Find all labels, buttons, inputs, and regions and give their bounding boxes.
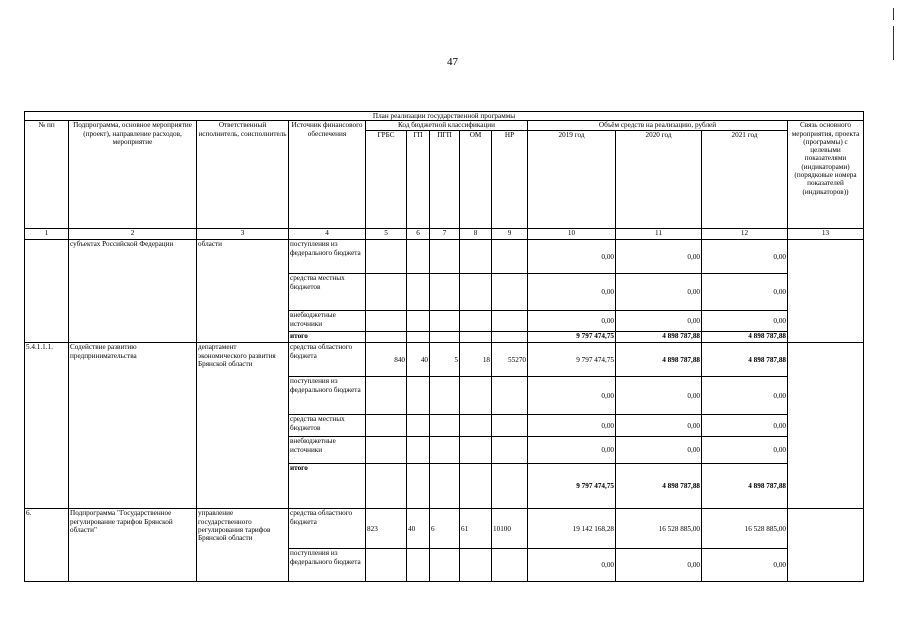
- value-2021: 0,00: [702, 311, 788, 332]
- col-number: 6: [407, 229, 430, 240]
- col-number: 7: [430, 229, 460, 240]
- col-number: 5: [366, 229, 407, 240]
- header-2021: 2021 год: [702, 131, 788, 229]
- table-title-row: [25, 112, 864, 121]
- value-2020: 0,00: [616, 274, 702, 311]
- row-name: Подпрограмма "Государственное регулирование тарифов Брянской области": [69, 509, 197, 582]
- code-np: 55270: [492, 343, 528, 377]
- value-2020: 0,00: [616, 549, 702, 582]
- code-grbs: 840: [366, 343, 407, 377]
- header-volume-group: Объём средств на реализацию, рублей: [528, 121, 788, 131]
- row-source: средства местных бюджетов: [289, 274, 366, 311]
- value-2021: 4 898 787,88: [702, 332, 788, 343]
- header-code-group: Код бюджетной классификации: [366, 121, 528, 131]
- value-2019: 0,00: [528, 415, 616, 437]
- header-source: Источник финансового обеспечения: [289, 121, 366, 229]
- row-source: итого: [289, 332, 366, 343]
- header-2020: 2020 год: [616, 131, 702, 229]
- col-number: 9: [492, 229, 528, 240]
- col-number: 11: [616, 229, 702, 240]
- row-responsible: области: [197, 240, 289, 343]
- code-om: 18: [460, 343, 492, 377]
- scan-margin-mark: [893, 8, 894, 20]
- value-2019: 0,00: [528, 549, 616, 582]
- header-subprogram: Подпрограмма, основное мероприятие (проект), направление расходов, мероприятие: [69, 121, 197, 229]
- header-link: Связь основного мероприятия, проекта (программы) с целевыми показателями (индикаторами) (порядковые номера показателей (индикаторов)): [788, 121, 864, 229]
- value-2021: 16 528 885,00: [702, 509, 788, 549]
- col-number: 4: [289, 229, 366, 240]
- row-source: средства местных бюджетов: [289, 415, 366, 437]
- row-num: [25, 240, 69, 343]
- value-2019: 0,00: [528, 377, 616, 415]
- plan-table: [24, 111, 864, 582]
- value-2020: 16 528 885,00: [616, 509, 702, 549]
- col-number: 8: [460, 229, 492, 240]
- col-number: 13: [788, 229, 864, 240]
- value-2019: 0,00: [528, 274, 616, 311]
- row-name: Содействие развитию предпринимательства: [69, 343, 197, 509]
- row-num: 6.: [25, 509, 69, 582]
- header-2019: 2019 год: [528, 131, 616, 229]
- header-responsible: Ответственный исполнитель, соисполнитель: [197, 121, 289, 229]
- value-2020: 0,00: [616, 415, 702, 437]
- row-responsible: департамент экономического развития Брянской области: [197, 343, 289, 509]
- value-2021: 0,00: [702, 437, 788, 464]
- col-number: 2: [69, 229, 197, 240]
- code-np: 10100: [492, 509, 528, 549]
- col-number: 10: [528, 229, 616, 240]
- header-np: НР: [492, 131, 528, 229]
- value-2019: 19 142 168,28: [528, 509, 616, 549]
- header-grbs: ГРБС: [366, 131, 407, 229]
- value-2021: 4 898 787,88: [702, 343, 788, 377]
- code-gp: 40: [407, 343, 430, 377]
- header-num: № пп: [25, 121, 69, 229]
- value-2019: 9 797 474,75: [528, 332, 616, 343]
- value-2021: 0,00: [702, 549, 788, 582]
- table-row: [25, 343, 864, 377]
- row-source: поступления из федерального бюджета: [289, 377, 366, 415]
- value-2020: 4 898 787,88: [616, 332, 702, 343]
- column-number-row: [25, 229, 864, 240]
- table-title: План реализации государственной программы: [25, 112, 864, 121]
- row-responsible: управление государственного регулирования тарифов Брянской области: [197, 509, 289, 582]
- row-source: внебюджетные источники: [289, 437, 366, 464]
- header-om: ОМ: [460, 131, 492, 229]
- row-source: поступления из федерального бюджета: [289, 240, 366, 274]
- value-2021: 0,00: [702, 377, 788, 415]
- value-2020: 0,00: [616, 377, 702, 415]
- value-2019: 0,00: [528, 311, 616, 332]
- value-2020: 0,00: [616, 240, 702, 274]
- row-num: 5.4.1.1.1.: [25, 343, 69, 509]
- page-number: 47: [447, 56, 458, 68]
- row-name: субъектах Российской Федерации: [69, 240, 197, 343]
- header-gp: ГП: [407, 131, 430, 229]
- value-2021: 4 898 787,88: [702, 464, 788, 509]
- value-2019: 0,00: [528, 240, 616, 274]
- value-2020: 0,00: [616, 437, 702, 464]
- value-2020: 4 898 787,88: [616, 464, 702, 509]
- row-source: внебюджетные источники: [289, 311, 366, 332]
- value-2019: 9 797 474,75: [528, 464, 616, 509]
- header-row-1: [25, 121, 864, 131]
- row-source: средства областного бюджета: [289, 343, 366, 377]
- col-number: 1: [25, 229, 69, 240]
- table-row: [25, 240, 864, 274]
- value-2019: 0,00: [528, 437, 616, 464]
- col-number: 3: [197, 229, 289, 240]
- code-gp: 40: [407, 509, 430, 549]
- value-2020: 4 898 787,88: [616, 343, 702, 377]
- header-pgp: ПГП: [430, 131, 460, 229]
- row-source: итого: [289, 464, 366, 509]
- code-grbs: 823: [366, 509, 407, 549]
- row-source: поступления из федерального бюджета: [289, 549, 366, 582]
- row-source: средства областного бюджета: [289, 509, 366, 549]
- col-number: 12: [702, 229, 788, 240]
- code-pgp: 6: [430, 509, 460, 549]
- value-2019: 9 797 474,75: [528, 343, 616, 377]
- value-2021: 0,00: [702, 240, 788, 274]
- value-2021: 0,00: [702, 274, 788, 311]
- code-om: 61: [460, 509, 492, 549]
- scan-margin-mark: [893, 26, 894, 60]
- value-2020: 0,00: [616, 311, 702, 332]
- value-2021: 0,00: [702, 415, 788, 437]
- table-row: [25, 509, 864, 549]
- code-pgp: 5: [430, 343, 460, 377]
